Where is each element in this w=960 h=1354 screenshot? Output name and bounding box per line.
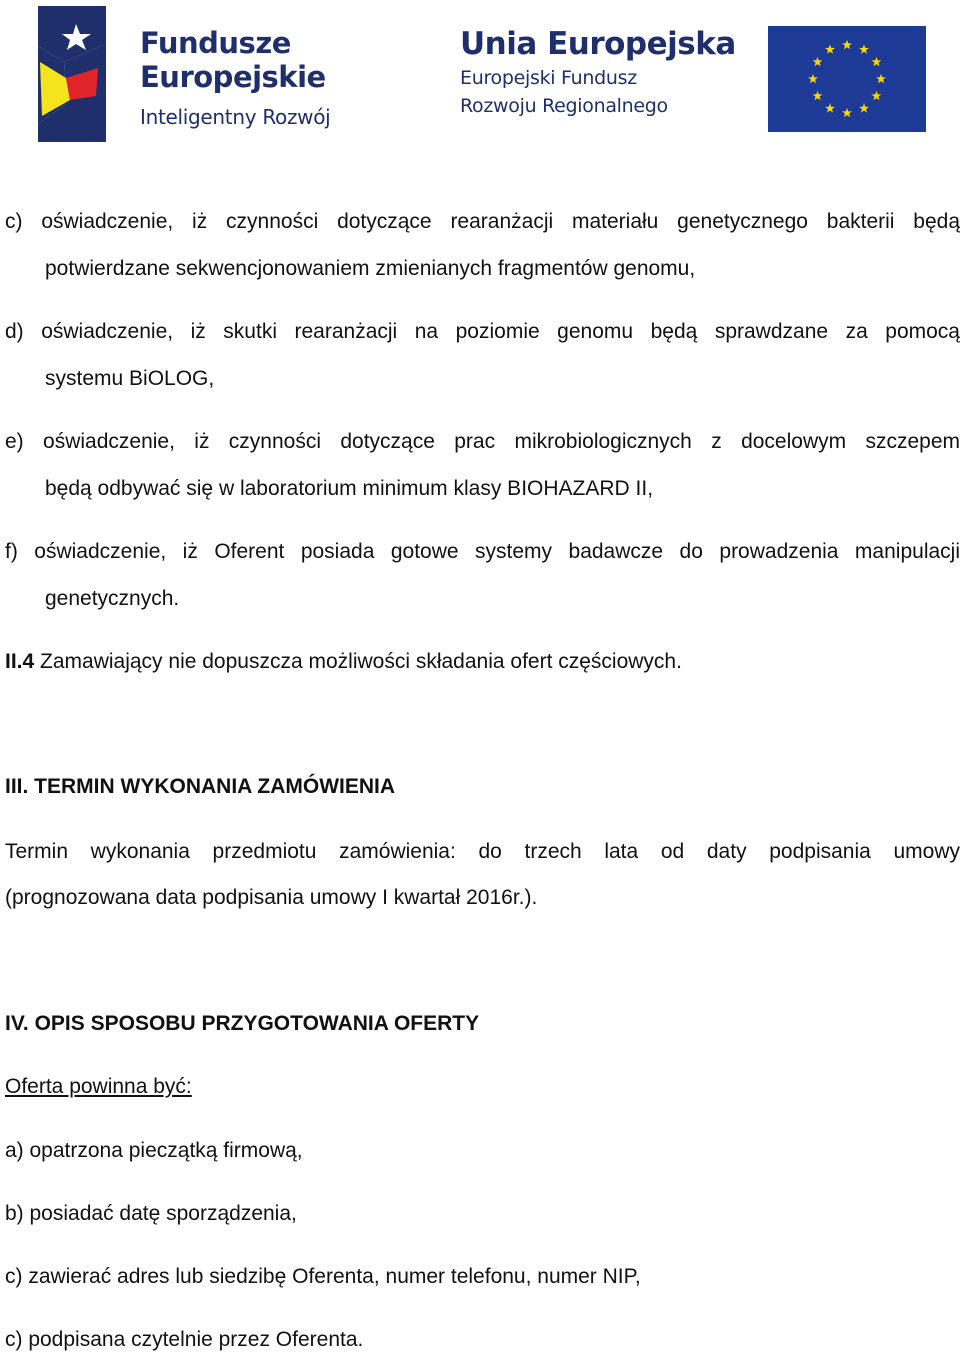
item-e-line2: będą odbywać się w laboratorium minimum klasy BIOHAZARD II, xyxy=(45,477,654,500)
item-d-line1: d) oświadczenie, iż skutki rearanżacji na poziomie genomu będą sprawdzane za pomocą xyxy=(5,320,960,343)
section-2-4-text: Zamawiający nie dopuszcza możliwości składania ofert częściowych. xyxy=(34,650,682,673)
eu-flag-icon xyxy=(768,26,926,132)
section-2-4-number: II.4 xyxy=(5,650,35,673)
section-3-heading: III. TERMIN WYKONANIA ZAMÓWIENIA xyxy=(5,775,396,798)
item-d-line2: systemu BiOLOG, xyxy=(45,367,215,390)
fe-logo-line3: Inteligentny Rozwój xyxy=(140,105,331,129)
item-f-line1: f) oświadczenie, iż Oferent posiada gotowe systemy badawcze do prowadzenia manipulacji xyxy=(5,540,960,563)
section-2-4-paragraph xyxy=(5,648,960,676)
list-item: a) opatrzona pieczątką firmową, xyxy=(5,1139,303,1162)
fundusze-europejskie-emblem-icon xyxy=(36,4,136,142)
item-e-line1: e) oświadczenie, iż czynności dotyczące prac mikrobiologicznych z docelowym szczepem xyxy=(5,430,960,453)
fe-logo-line1: Fundusze xyxy=(140,26,291,60)
section-4-subheading: Oferta powinna być: xyxy=(5,1075,192,1098)
fe-logo-line2: Europejskie xyxy=(140,60,326,94)
page-header xyxy=(0,0,960,150)
unia-europejska-logo-text xyxy=(460,24,760,120)
list-item: c) podpisana czytelnie przez Oferenta. xyxy=(5,1328,364,1351)
item-c-line1: c) oświadczenie, iż czynności dotyczące rearanżacji materiału genetycznego bakterii będą xyxy=(5,210,960,233)
item-f-line2: genetycznych. xyxy=(45,587,180,610)
ue-logo-title: Unia Europejska xyxy=(460,26,736,62)
section-3-line1: Termin wykonania przedmiotu zamówienia: do trzech lata od daty podpisania umowy xyxy=(5,840,960,863)
section-4-heading: IV. OPIS SPOSOBU PRZYGOTOWANIA OFERTY xyxy=(5,1012,480,1035)
ue-logo-sub2: Rozwoju Regionalnego xyxy=(460,95,668,117)
list-item: c) zawierać adres lub siedzibę Oferenta, numer telefonu, numer NIP, xyxy=(5,1265,641,1288)
ue-logo-sub1: Europejski Fundusz xyxy=(460,67,637,89)
fundusze-europejskie-logo xyxy=(36,4,366,144)
list-item: b) posiadać datę sporządzenia, xyxy=(5,1202,297,1225)
item-c-line2: potwierdzane sekwencjonowaniem zmienianych fragmentów genomu, xyxy=(45,257,696,280)
section-3-line2: (prognozowana data podpisania umowy I kwartał 2016r.). xyxy=(5,886,538,909)
